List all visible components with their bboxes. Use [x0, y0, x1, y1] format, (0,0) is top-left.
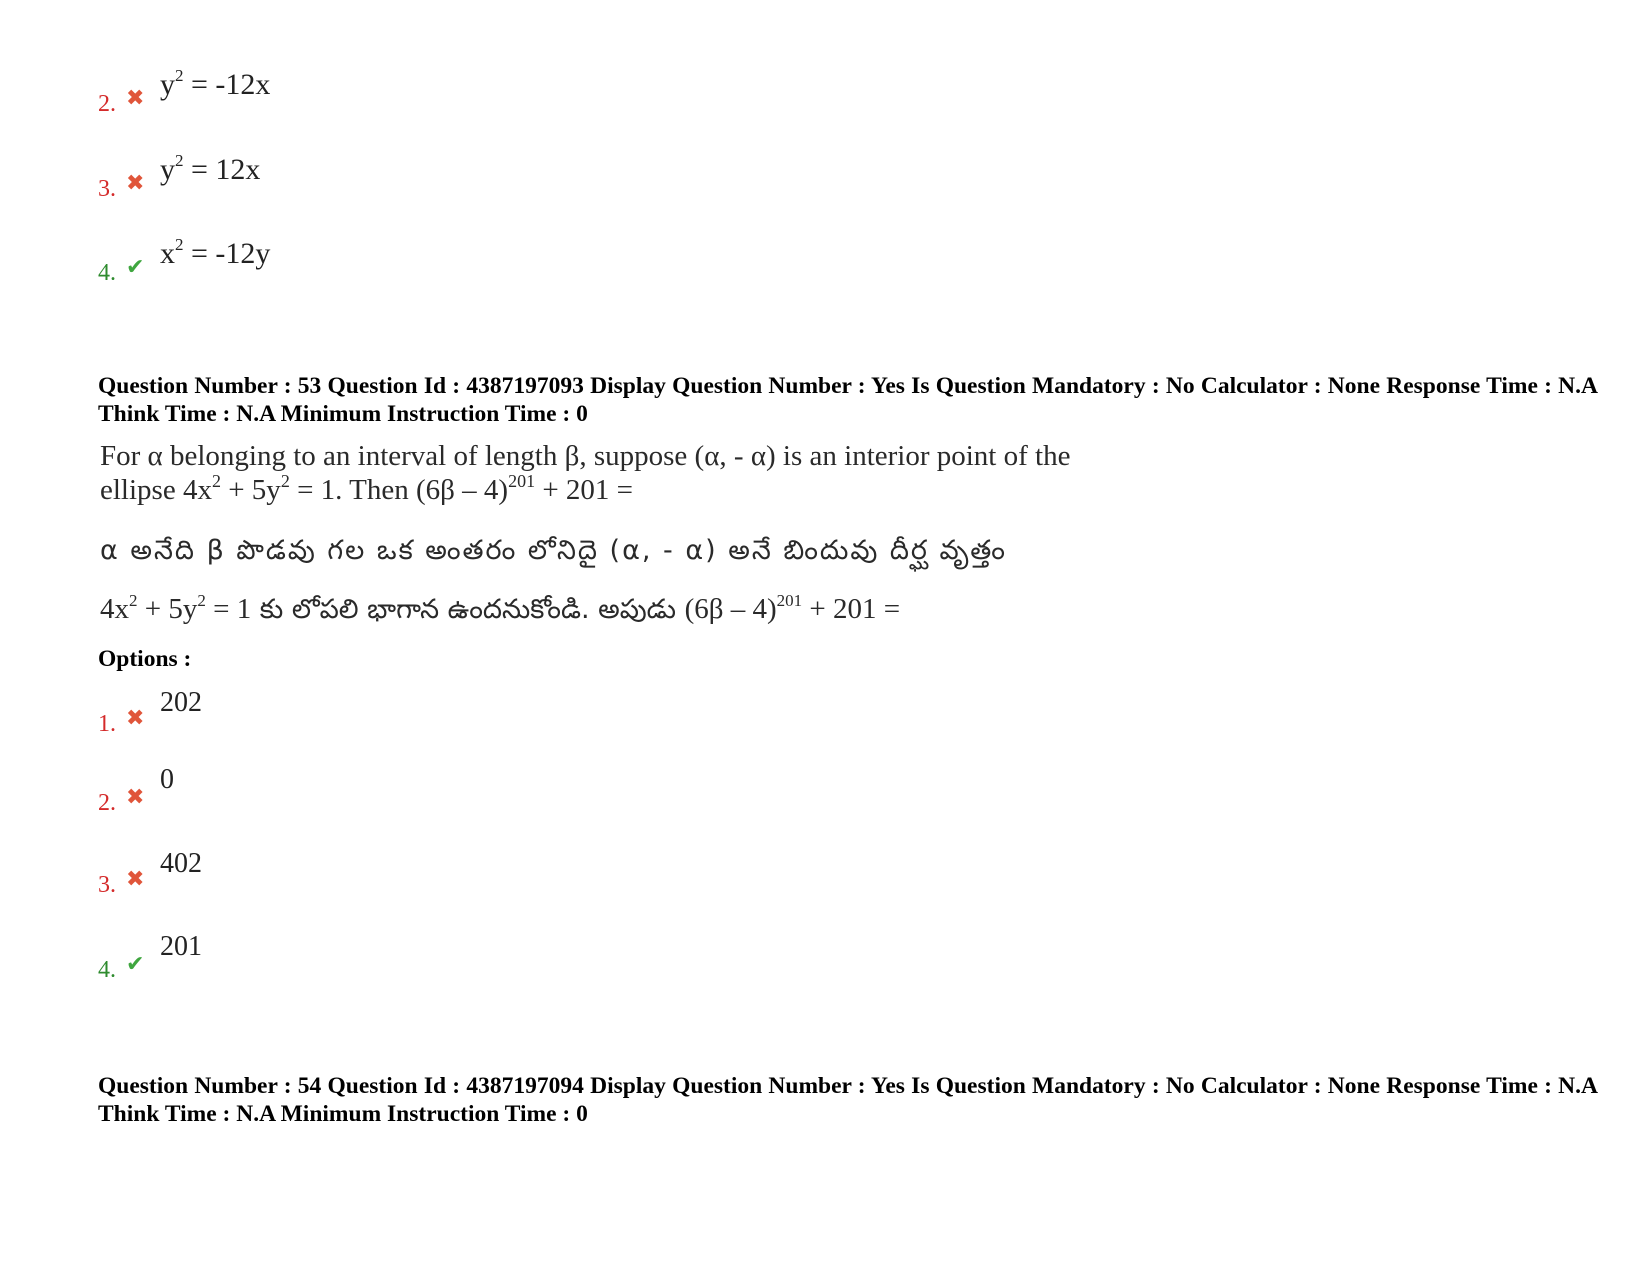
option-number: 4.: [98, 260, 116, 286]
question-54-header: Question Number : 54 Question Id : 4387197094 Display Question Number : Yes Is Question Mandatory : No Calculator : None Response Time : N.A Think Time : N.A Minimum Instruction Time : 0: [98, 1073, 1598, 1127]
option-number: 2.: [98, 790, 116, 816]
cross-icon: ✖: [126, 86, 145, 111]
option-text: $x^2 = -12y$: [160, 235, 271, 270]
option-text: 0: [160, 764, 174, 795]
option-number: 4.: [98, 957, 116, 983]
check-icon: ✔: [126, 952, 145, 977]
cross-icon: ✖: [126, 785, 145, 810]
option-text: 402: [160, 848, 202, 879]
cross-icon: ✖: [126, 706, 145, 731]
question-53-english-line-1: For α belonging to an interval of length β, suppose (α, - α) is an interior point of the: [100, 440, 1071, 472]
option-text: $y^2 = -12x$: [160, 66, 271, 101]
option-number: 3.: [98, 872, 116, 898]
question-53-telugu-line-2: $4x^2 + 5y^2 = 1$ కు లోపలి భాగాన ఉందనుకోండి. అపుడు (6β – 4)$^{201}$ + 201 =: [100, 591, 901, 625]
option-number: 1.: [98, 711, 116, 737]
question-53-header: Question Number : 53 Question Id : 4387197093 Display Question Number : Yes Is Question Mandatory : No Calculator : None Response Time : N.A Think Time : N.A Minimum Instruction Time : 0: [98, 373, 1598, 427]
question-53-english-line-2: ellipse $4x^2 + 5y^2 = 1$. Then (6β – 4)$^{201}$ + 201 =: [100, 471, 634, 506]
options-label: Options :: [98, 646, 192, 672]
cross-icon: ✖: [126, 867, 145, 892]
option-text: 202: [160, 687, 202, 718]
option-number: 3.: [98, 176, 116, 202]
check-icon: ✔: [126, 255, 145, 280]
option-text: $y^2 = 12x$: [160, 151, 261, 186]
cross-icon: ✖: [126, 171, 145, 196]
question-53-telugu-line-1: α అనేది β పొడవు గల ఒక అంతరం లోనిదై (α, - α) అనే బిందువు దీర్ఘ వృత్తం: [100, 535, 1007, 566]
option-number: 2.: [98, 91, 116, 117]
option-text: 201: [160, 931, 202, 962]
